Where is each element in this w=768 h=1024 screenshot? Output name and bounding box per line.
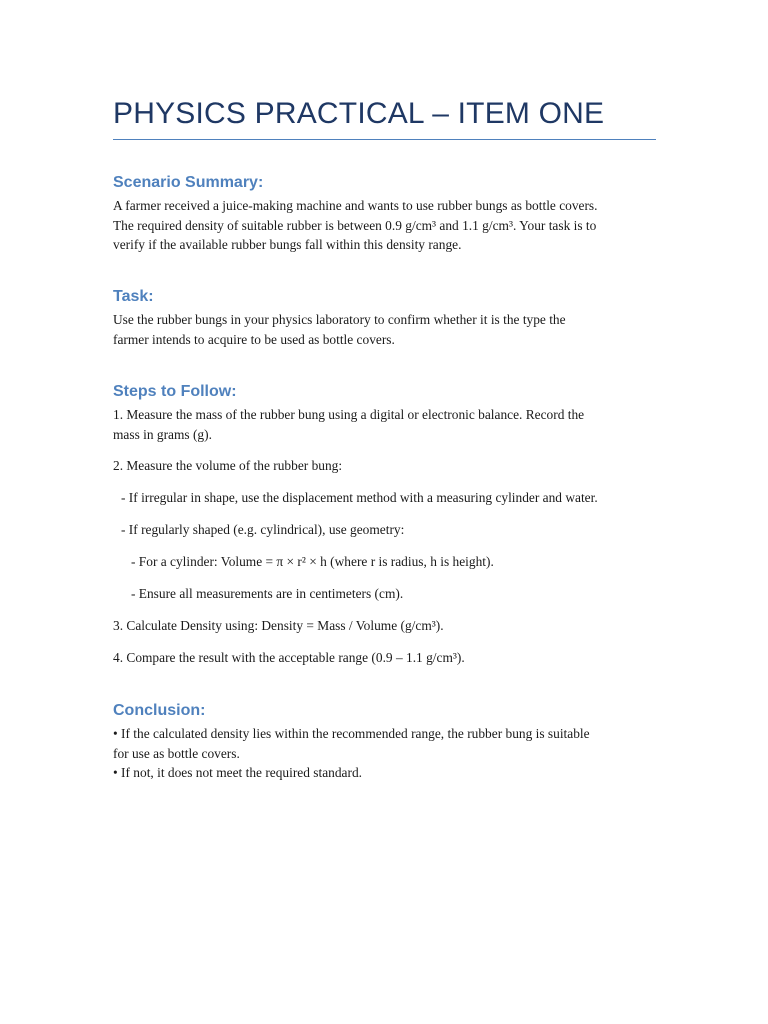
step-2 bbox=[113, 456, 656, 476]
step-2-regular bbox=[113, 520, 664, 540]
conclusion-line: for use as bottle covers. bbox=[113, 745, 240, 761]
step-2-text: 2. Measure the volume of the rubber bung: bbox=[113, 458, 343, 473]
task-paragraph bbox=[113, 310, 656, 349]
step-3 bbox=[113, 616, 656, 636]
step-2-cylinder bbox=[113, 552, 674, 572]
conclusion-heading: Conclusion: bbox=[113, 702, 206, 719]
title-divider bbox=[113, 139, 656, 140]
task-heading: Task: bbox=[113, 288, 154, 305]
step-2-irregular bbox=[113, 488, 664, 508]
step-4-text: 4. Compare the result with the acceptable range (0.9 – 1.1 g/cm³). bbox=[113, 650, 465, 665]
task-line: farmer intends to acquire to be used as bottle covers. bbox=[113, 331, 395, 347]
step-2-cylinder-text: - For a cylinder: Volume = π × r² × h (where r is radius, h is height). bbox=[131, 554, 494, 569]
step-2-irregular-text: - If irregular in shape, use the displacement method with a measuring cylinder and water. bbox=[121, 490, 598, 505]
document-title: PHYSICS PRACTICAL – ITEM ONE bbox=[113, 97, 605, 130]
step-3-text: 3. Calculate Density using: Density = Mass / Volume (g/cm³). bbox=[113, 618, 444, 633]
step-2-units bbox=[113, 584, 674, 604]
step-1-line: mass in grams (g). bbox=[113, 426, 212, 442]
steps-heading: Steps to Follow: bbox=[113, 383, 237, 400]
scenario-line: A farmer received a juice-making machine and wants to use rubber bungs as bottle covers. bbox=[113, 198, 598, 213]
conclusion-paragraph bbox=[113, 724, 656, 783]
task-line: Use the rubber bungs in your physics laboratory to confirm whether it is the type the bbox=[113, 312, 566, 327]
scenario-line: The required density of suitable rubber is between 0.9 g/cm³ and 1.1 g/cm³. Your task is to bbox=[113, 217, 597, 233]
conclusion-line: • If not, it does not meet the required standard. bbox=[113, 765, 362, 780]
step-1 bbox=[113, 405, 656, 444]
scenario-heading: Scenario Summary: bbox=[113, 174, 264, 191]
conclusion-line: • If the calculated density lies within the recommended range, the rubber bung is suitable bbox=[113, 726, 590, 741]
step-1-line: 1. Measure the mass of the rubber bung using a digital or electronic balance. Record the bbox=[113, 407, 585, 422]
step-2-units-text: - Ensure all measurements are in centimeters (cm). bbox=[131, 586, 404, 601]
step-2-regular-text: - If regularly shaped (e.g. cylindrical), use geometry: bbox=[121, 522, 405, 537]
scenario-paragraph bbox=[113, 196, 656, 255]
scenario-line: verify if the available rubber bungs fall within this density range. bbox=[113, 237, 462, 252]
step-4 bbox=[113, 648, 656, 668]
